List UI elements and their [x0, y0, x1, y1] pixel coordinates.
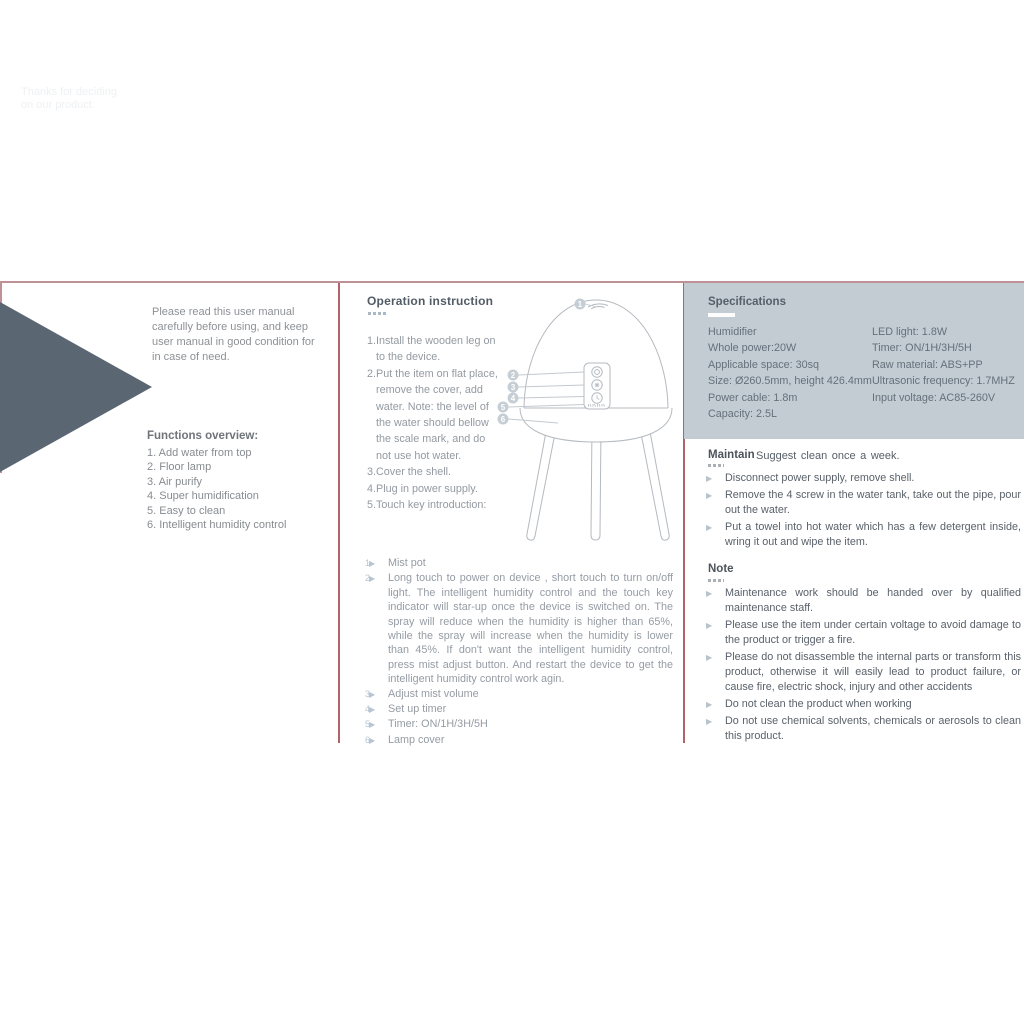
step-item: 1.Install the wooden leg on to the device. — [367, 335, 496, 364]
spec-row: Power cable: 1.8m — [708, 391, 798, 404]
numbered-arrow-icon: 3▶ — [365, 688, 375, 699]
spec-row: Capacity: 2.5L — [708, 408, 778, 421]
functions-list — [147, 446, 286, 532]
callout-5-label: 5 — [500, 402, 506, 412]
arrow-bullet-icon: ▶ — [706, 491, 713, 500]
spec-row: Applicable space: 30sq — [708, 358, 820, 371]
arrow-bullet-icon: ▶ — [706, 653, 713, 662]
note-item: ▶ Please use the item under certain voltage to avoid damage to the product or trigger a fire. — [706, 619, 1021, 646]
arrow-bullet-icon: ▶ — [706, 589, 713, 598]
function-item: 6. Intelligent humidity control — [147, 519, 287, 532]
numbered-arrow-icon: 4▶ — [365, 704, 375, 715]
function-item: 2. Floor lamp — [147, 461, 212, 474]
note-underline — [708, 579, 724, 582]
operation-heading: Operation instruction — [367, 294, 494, 308]
arrow-bullet-icon: ▶ — [706, 474, 713, 483]
spec-row: LED light: 1.8W — [872, 326, 948, 338]
manual-title: S900 User Manual — [21, 71, 120, 83]
step-item: 5.Touch key introduction: — [367, 499, 487, 512]
callout-3-label: 3 — [510, 382, 516, 392]
function-item: 3. Air purify — [147, 475, 203, 488]
functions-heading: Functions overview: — [147, 430, 259, 442]
spec-row: Input voltage: AC85-260V — [872, 391, 996, 404]
note-item: ▶ Maintenance work should be handed over by qualified maintenance staff. — [706, 587, 1021, 614]
humidifier-diagram — [482, 290, 682, 560]
touch-key-item: 6▶ Lamp cover — [365, 733, 673, 748]
note-list — [706, 586, 1021, 746]
callout-6-label: 6 — [500, 414, 506, 424]
arrow-bullet-icon: ▶ — [706, 717, 713, 726]
specifications-heading: Specifications — [708, 296, 786, 308]
spec-column-right — [872, 324, 1015, 406]
touch-key-item: 5▶ Timer: ON/1H/3H/5H — [365, 717, 673, 732]
title-banner — [0, 302, 152, 472]
maintain-item: ▶ Remove the 4 screw in the water tank, take out the pipe, pour out the water. — [706, 489, 1021, 516]
specifications-box — [684, 283, 1024, 439]
banner-subtitle-line1: Thanks for deciding — [21, 86, 117, 98]
banner-text — [21, 71, 119, 112]
spec-row: Humidifier — [708, 326, 757, 338]
maintain-subtitle: Suggest clean once a week. — [756, 450, 900, 462]
step-item: 3.Cover the shell. — [367, 466, 452, 479]
note-heading: Note — [708, 563, 734, 575]
specifications-underline — [708, 313, 735, 317]
spec-column-left — [708, 324, 872, 422]
touch-key-item: 1▶ Mist pot — [365, 556, 673, 571]
touch-key-item: 4▶ Set up timer — [365, 702, 673, 717]
banner-subtitle-line2: on our product. — [21, 99, 95, 111]
function-item: 5. Easy to clean — [147, 504, 226, 517]
numbered-arrow-icon: 6▶ — [365, 734, 375, 745]
step-item: 2.Put the item on flat place, remove the cover, add water. Note: the level of the water should bellow the scale mark, and do not use hot water. — [367, 367, 498, 462]
note-item: ▶ Please do not disassemble the internal parts or transform this product, otherwise it will easily lead to product failure, or cause fire, electric shock, injury and other accidents — [706, 651, 1021, 693]
arrow-bullet-icon: ▶ — [706, 621, 713, 630]
callout-1-label: 1 — [577, 299, 583, 309]
numbered-arrow-icon: 5▶ — [365, 719, 375, 730]
touch-key-list — [365, 556, 673, 748]
maintain-heading: Maintain — [708, 449, 755, 461]
arrow-bullet-icon: ▶ — [706, 700, 713, 709]
numbered-arrow-icon: 2▶ — [365, 573, 375, 584]
maintain-item: ▶ Disconnect power supply, remove shell. — [706, 472, 915, 484]
maintain-list — [706, 471, 1021, 552]
spec-row: Timer: ON/1H/3H/5H — [872, 342, 972, 355]
note-item: ▶ Do not use chemical solvents, chemicals or aerosols to clean this product. — [706, 715, 1021, 742]
function-item: 1. Add water from top — [147, 447, 252, 459]
leg-right — [639, 421, 669, 540]
spec-row: Size: Ø260.5mm, height 426.4mm — [708, 375, 872, 388]
callout-4-label: 4 — [510, 393, 516, 403]
touch-key-item: 2▶ Long touch to power on device , short touch to turn on/off light. The intelligent humidity control and the touch key indicator will star-up once the device is switched on. The spray will reduce when the humidity is higher than 65%, while the spray will increase when the humidity is lower than 45%. If don't want the intelligent humidity control, press mist adjust button. And restart the device to get the intelligent humidity control work agin. — [365, 572, 673, 686]
heading-underline — [368, 312, 388, 315]
callout-2-label: 2 — [510, 370, 516, 380]
step-item: 4.Plug in power supply. — [367, 482, 478, 495]
intro-paragraph: Please read this user manual carefully before using, and keep user manual in good condition for in case of need. — [152, 306, 315, 363]
spec-row: Raw material: ABS+PP — [872, 358, 983, 371]
leg-left — [527, 421, 557, 540]
spec-row: Whole power:20W — [708, 342, 797, 355]
spec-row: Ultrasonic frequency: 1.7MHZ — [872, 375, 1015, 388]
numbered-arrow-icon: 1▶ — [365, 558, 375, 568]
function-item: 4. Super humidification — [147, 490, 259, 503]
maintain-underline — [708, 464, 724, 467]
maintain-item: ▶ Put a towel into hot water which has a few detergent inside, wring it out and wipe the item. — [706, 521, 1021, 548]
arrow-bullet-icon: ▶ — [706, 523, 713, 532]
panel-divider-left — [338, 283, 340, 743]
touch-key-item: 3▶ Adjust mist volume — [365, 687, 673, 702]
note-item: ▶ Do not clean the product when working — [706, 698, 912, 710]
